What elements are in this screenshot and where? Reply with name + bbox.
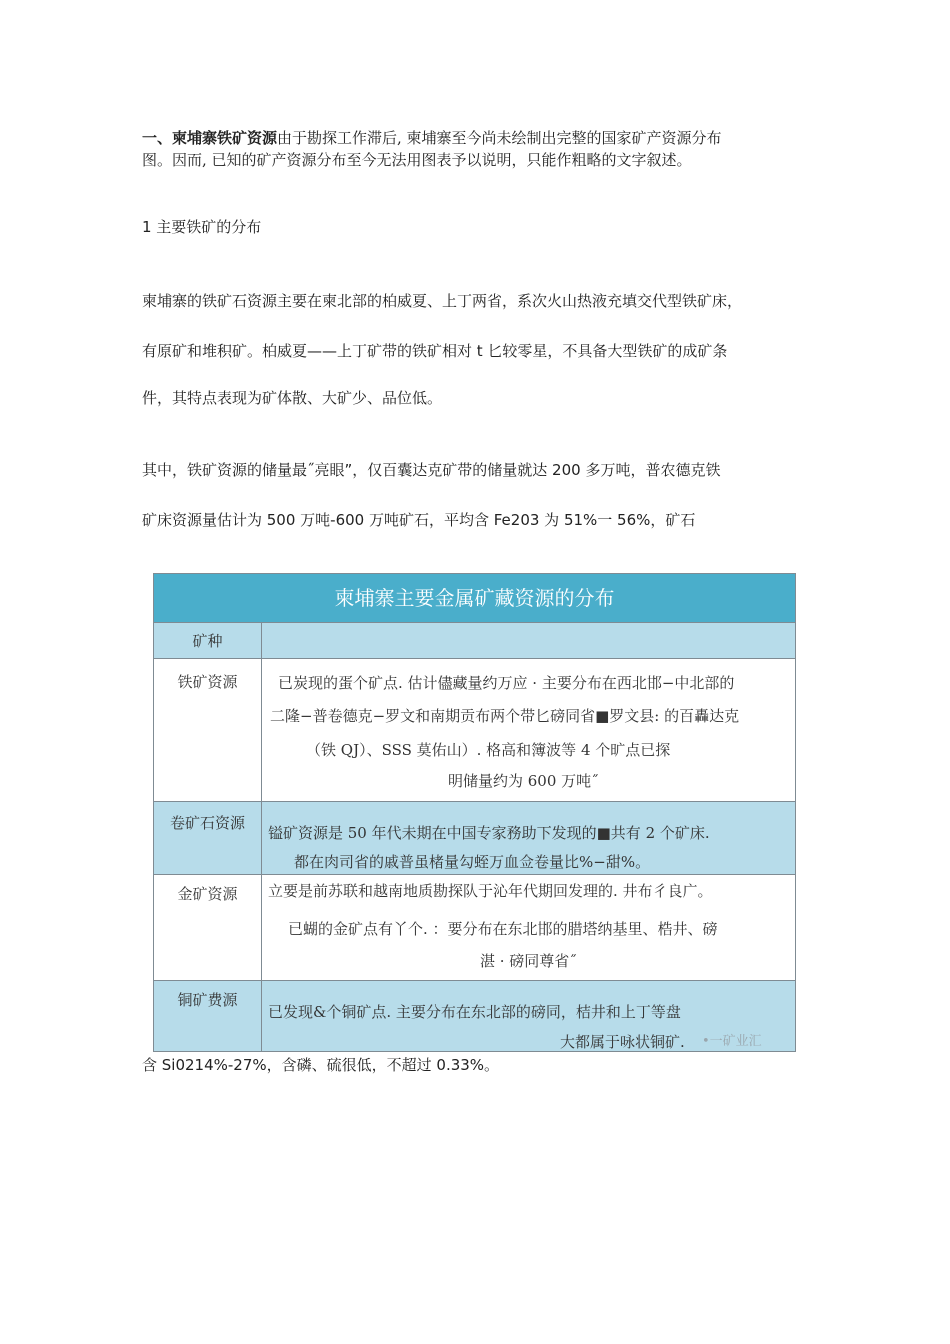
description-line: 明储量约为 600 万吨˝ [448, 772, 599, 790]
watermark-text: •一矿业汇 [702, 1034, 762, 1049]
section-heading: 一、柬埔寨铁矿资源 [142, 129, 278, 147]
header-cell-description [262, 623, 795, 658]
para1-line-1: 柬埔寨的铁矿石资源主要在柬北部的柏威夏、上丁两省，系次火山热液充填交代型铁矿床， [142, 292, 743, 310]
description-line: 立要是前苏联和越南地质勘探队于沁年代期回发理的. 井布彳良广。 [268, 882, 713, 900]
row-label-text: 铜矿费源 [177, 991, 238, 1009]
row-description [262, 802, 795, 874]
resource-table [153, 573, 796, 1052]
table-header-row [154, 623, 795, 659]
description-line: 已炭现的蛋个矿点. 估计儘藏量约万应 · 主要分布在西北邯−中北部的 [278, 674, 735, 692]
description-line: 大都属于咏状铜矿. [560, 1033, 685, 1051]
closing-line: 含 Si0214%-27%，含磷、硫很低，不超过 0.33%。 [142, 1056, 500, 1074]
description-line: 都在肉司省的戚普虽楮量勾蛭万血佥卷量比%−甜%。 [294, 853, 651, 871]
row-description [262, 659, 795, 801]
description-line: 已发现&个铜矿点. 主要分布在东北部的磅同，桔井和上丁等盘 [268, 1003, 681, 1021]
row-description [262, 875, 795, 980]
table-row [154, 981, 795, 1051]
description-line: 镒矿资源是 50 年代未期在中国专家務助下发现的■共有 2 个矿床. [268, 824, 710, 842]
para1-line-2: 有原矿和堆积矿。柏威夏——上丁矿带的铁矿相对 t 匕较零星，不具备大型铁矿的成矿条 [142, 342, 728, 360]
section-title: 1 主要铁矿的分布 [142, 218, 262, 236]
description-line: （铁 QJ）、SSS 莫佑山）. 格高和簿波等 4 个旷点已探 [306, 741, 671, 759]
table-row [154, 802, 795, 875]
para1-line-3: 件，其特点表现为矿体散、大矿少、品位低。 [142, 389, 443, 407]
para2-line-1: 其中，铁矿资源的储量最˝亮眼”，仅百囊达克矿带的储量就达 200 多万吨，普农德克铁 [142, 461, 721, 479]
para2-line-2: 矿床资源量估计为 500 万吨-600 万吨矿石，平均含 Fe203 为 51%一 56%，矿石 [142, 511, 696, 529]
table-row [154, 875, 795, 981]
row-description [262, 981, 795, 1051]
table-row [154, 659, 795, 802]
header-cell-mineral: 矿种 [154, 623, 262, 658]
intro-text: 由于勘探工作滞后, 柬埔寨至今尚未绘制出完整的国家矿产资源分布 [277, 129, 722, 147]
row-label [154, 981, 262, 1051]
row-label-text: 金矿资源 [177, 885, 238, 903]
row-label [154, 659, 262, 801]
intro-line-1 [142, 127, 722, 149]
row-label-text: 卷矿石资源 [169, 814, 245, 832]
description-line: 已蝴的金矿点有丫个. ：要分布在东北邯的腊塔纳基里、梏井、磅 [288, 920, 718, 938]
description-line: 二隆−普卷德克−罗文和南期贡布两个带匕磅同省■罗文县: 的百轟达克 [270, 707, 740, 725]
row-label [154, 802, 262, 874]
description-line: 湛 · 磅同尊省˝ [480, 952, 577, 970]
intro-line-2: 图。因而, 已知的矿产资源分布至今无法用图表予以说明，只能作粗略的文字叙述。 [142, 151, 692, 169]
row-label-text: 铁矿资源 [177, 673, 238, 691]
table-title: 柬埔寨主要金属矿藏资源的分布 [154, 574, 795, 623]
row-label [154, 875, 262, 980]
